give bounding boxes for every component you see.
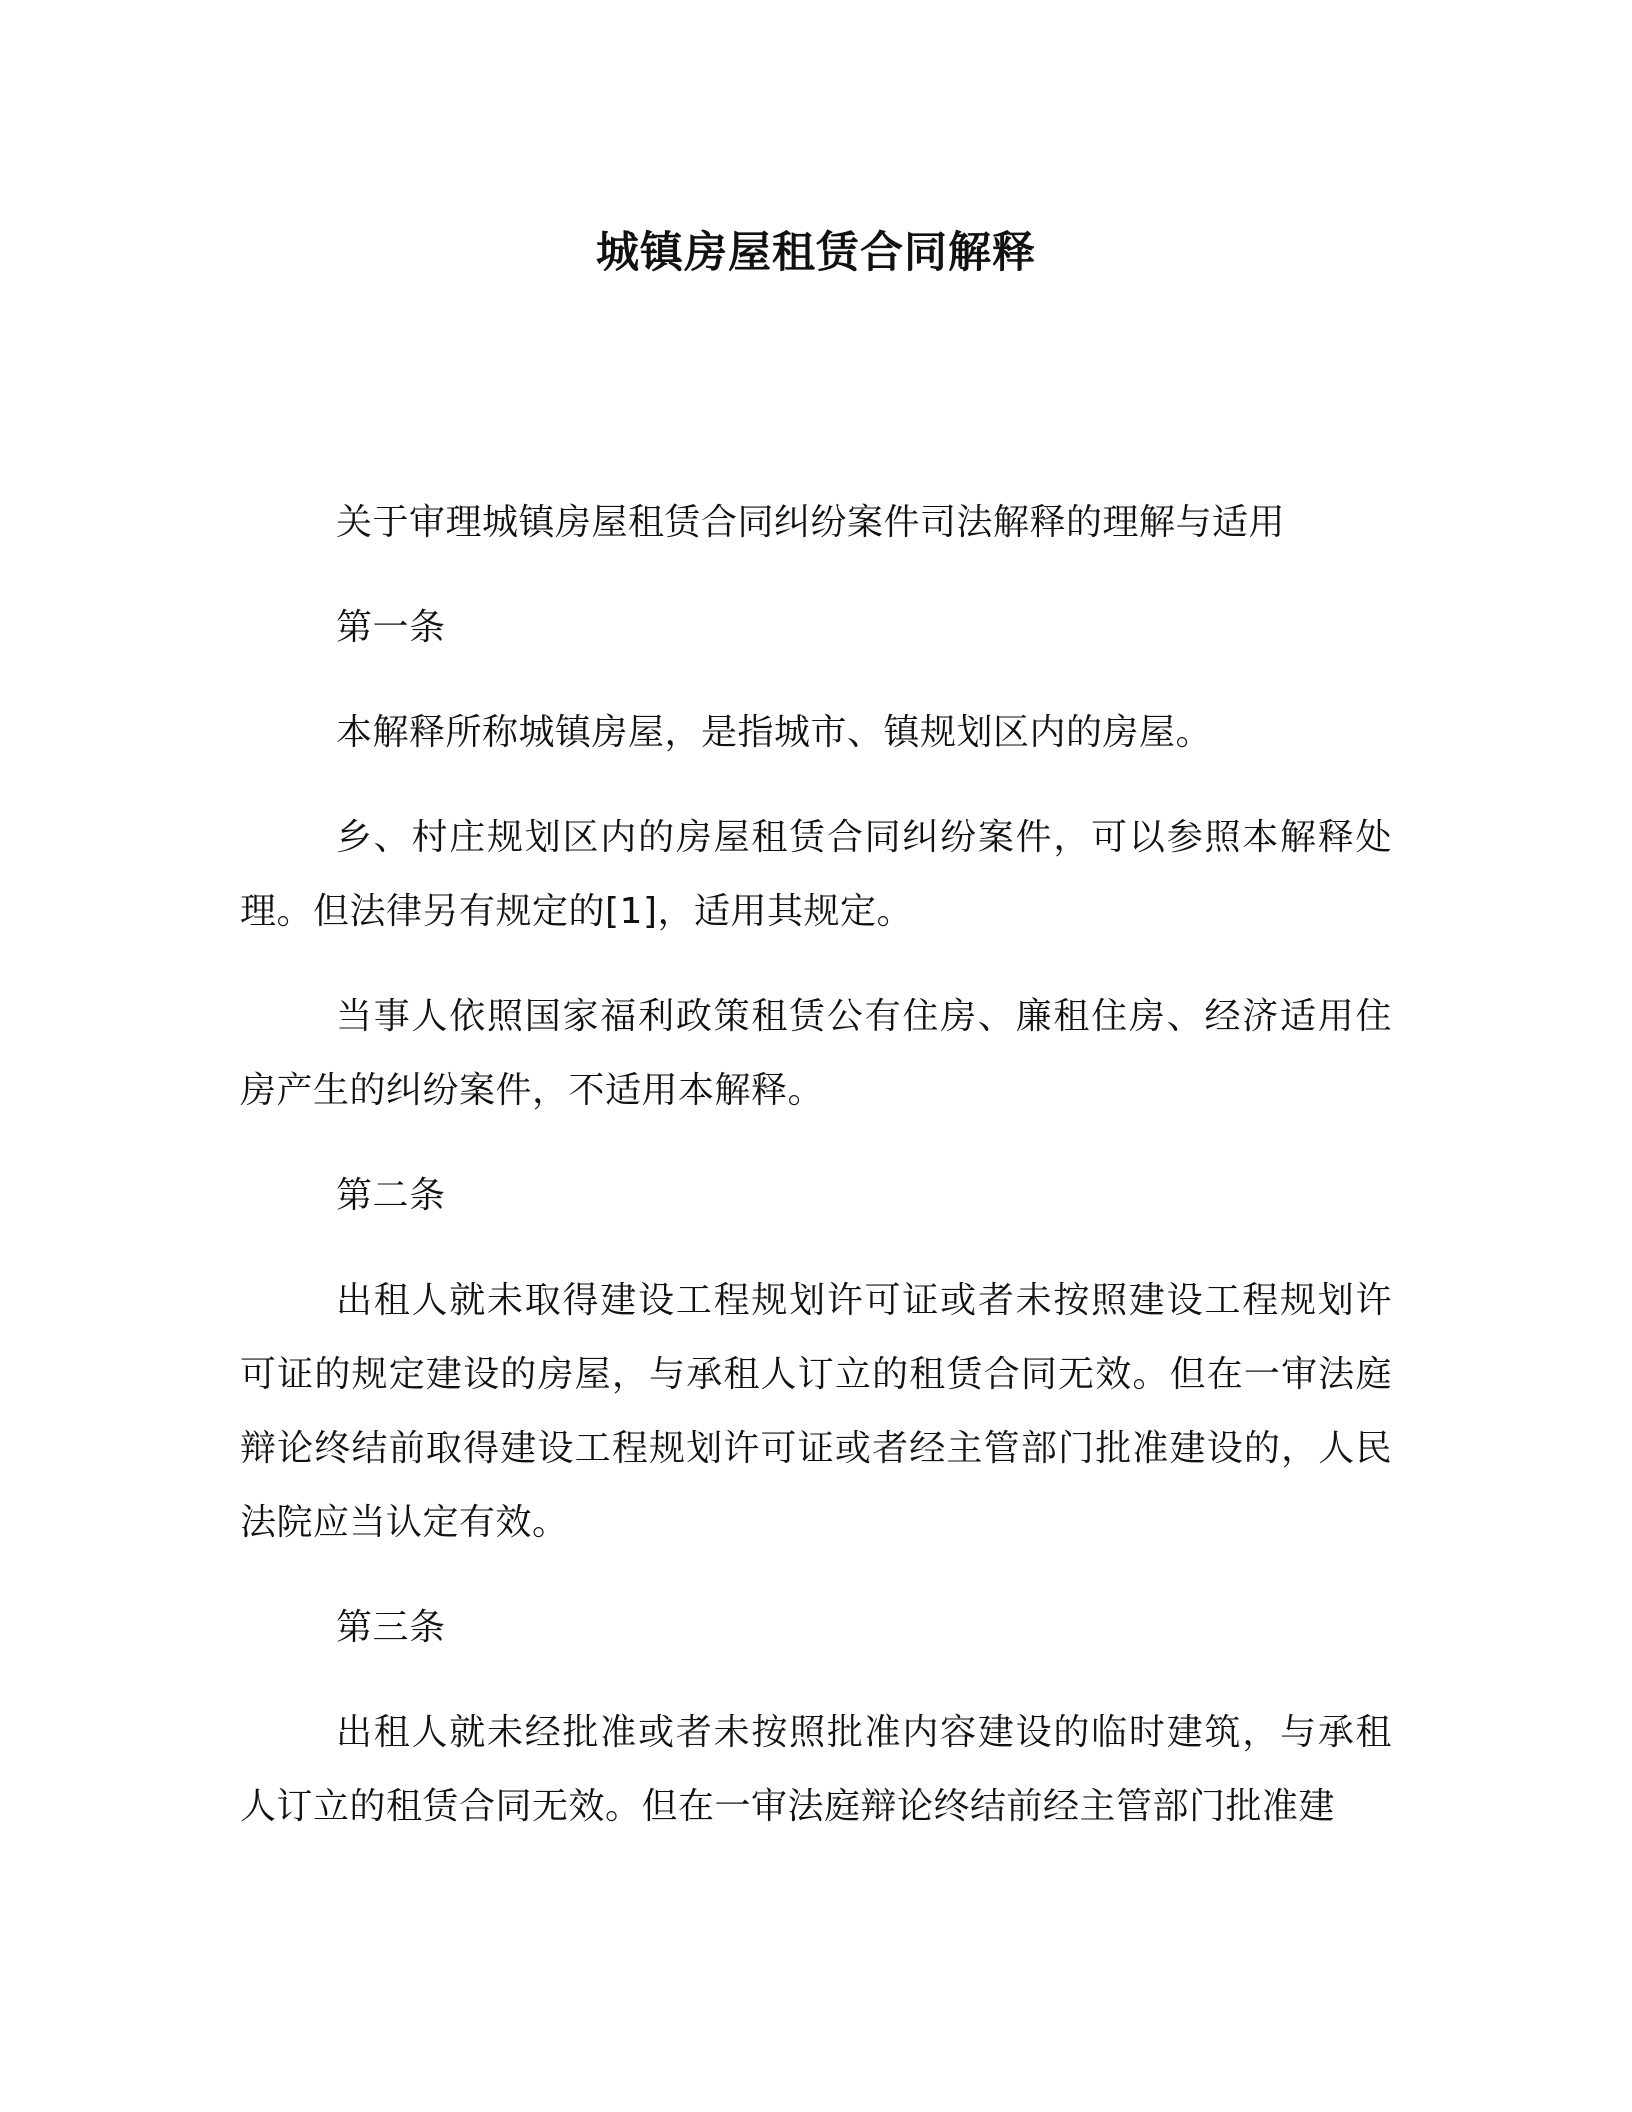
article-heading-3: 第三条 bbox=[336, 1607, 446, 1648]
paragraph: 当事人依照国家福利政策租赁公有住房、廉租住房、经济适用住房产生的纠纷案件，不适用本解释。 bbox=[240, 996, 1392, 1111]
paragraph: 本解释所称城镇房屋，是指城市、镇规划区内的房屋。 bbox=[336, 712, 1213, 753]
article-heading-1: 第一条 bbox=[336, 607, 446, 648]
paragraph: 乡、村庄规划区内的房屋租赁合同纠纷案件，可以参照本解释处理。但法律另有规定的[1]，适用其规定。 bbox=[240, 817, 1392, 932]
paragraph: 出租人就未经批准或者未按照批准内容建设的临时建筑，与承租人订立的租赁合同无效。但在一审法庭辩论终结前经主管部门批准建 bbox=[240, 1712, 1392, 1827]
article-heading-2: 第二条 bbox=[336, 1175, 446, 1216]
document-body bbox=[240, 486, 1392, 1875]
paragraph-subtitle: 关于审理城镇房屋租赁合同纠纷案件司法解释的理解与适用 bbox=[336, 502, 1286, 543]
document-title: 城镇房屋租赁合同解释 bbox=[596, 228, 1036, 278]
paragraph: 出租人就未取得建设工程规划许可证或者未按照建设工程规划许可证的规定建设的房屋，与承租人订立的租赁合同无效。但在一审法庭辩论终结前取得建设工程规划许可证或者经主管部门批准建设的，人民法院应当认定有效。 bbox=[240, 1280, 1392, 1543]
